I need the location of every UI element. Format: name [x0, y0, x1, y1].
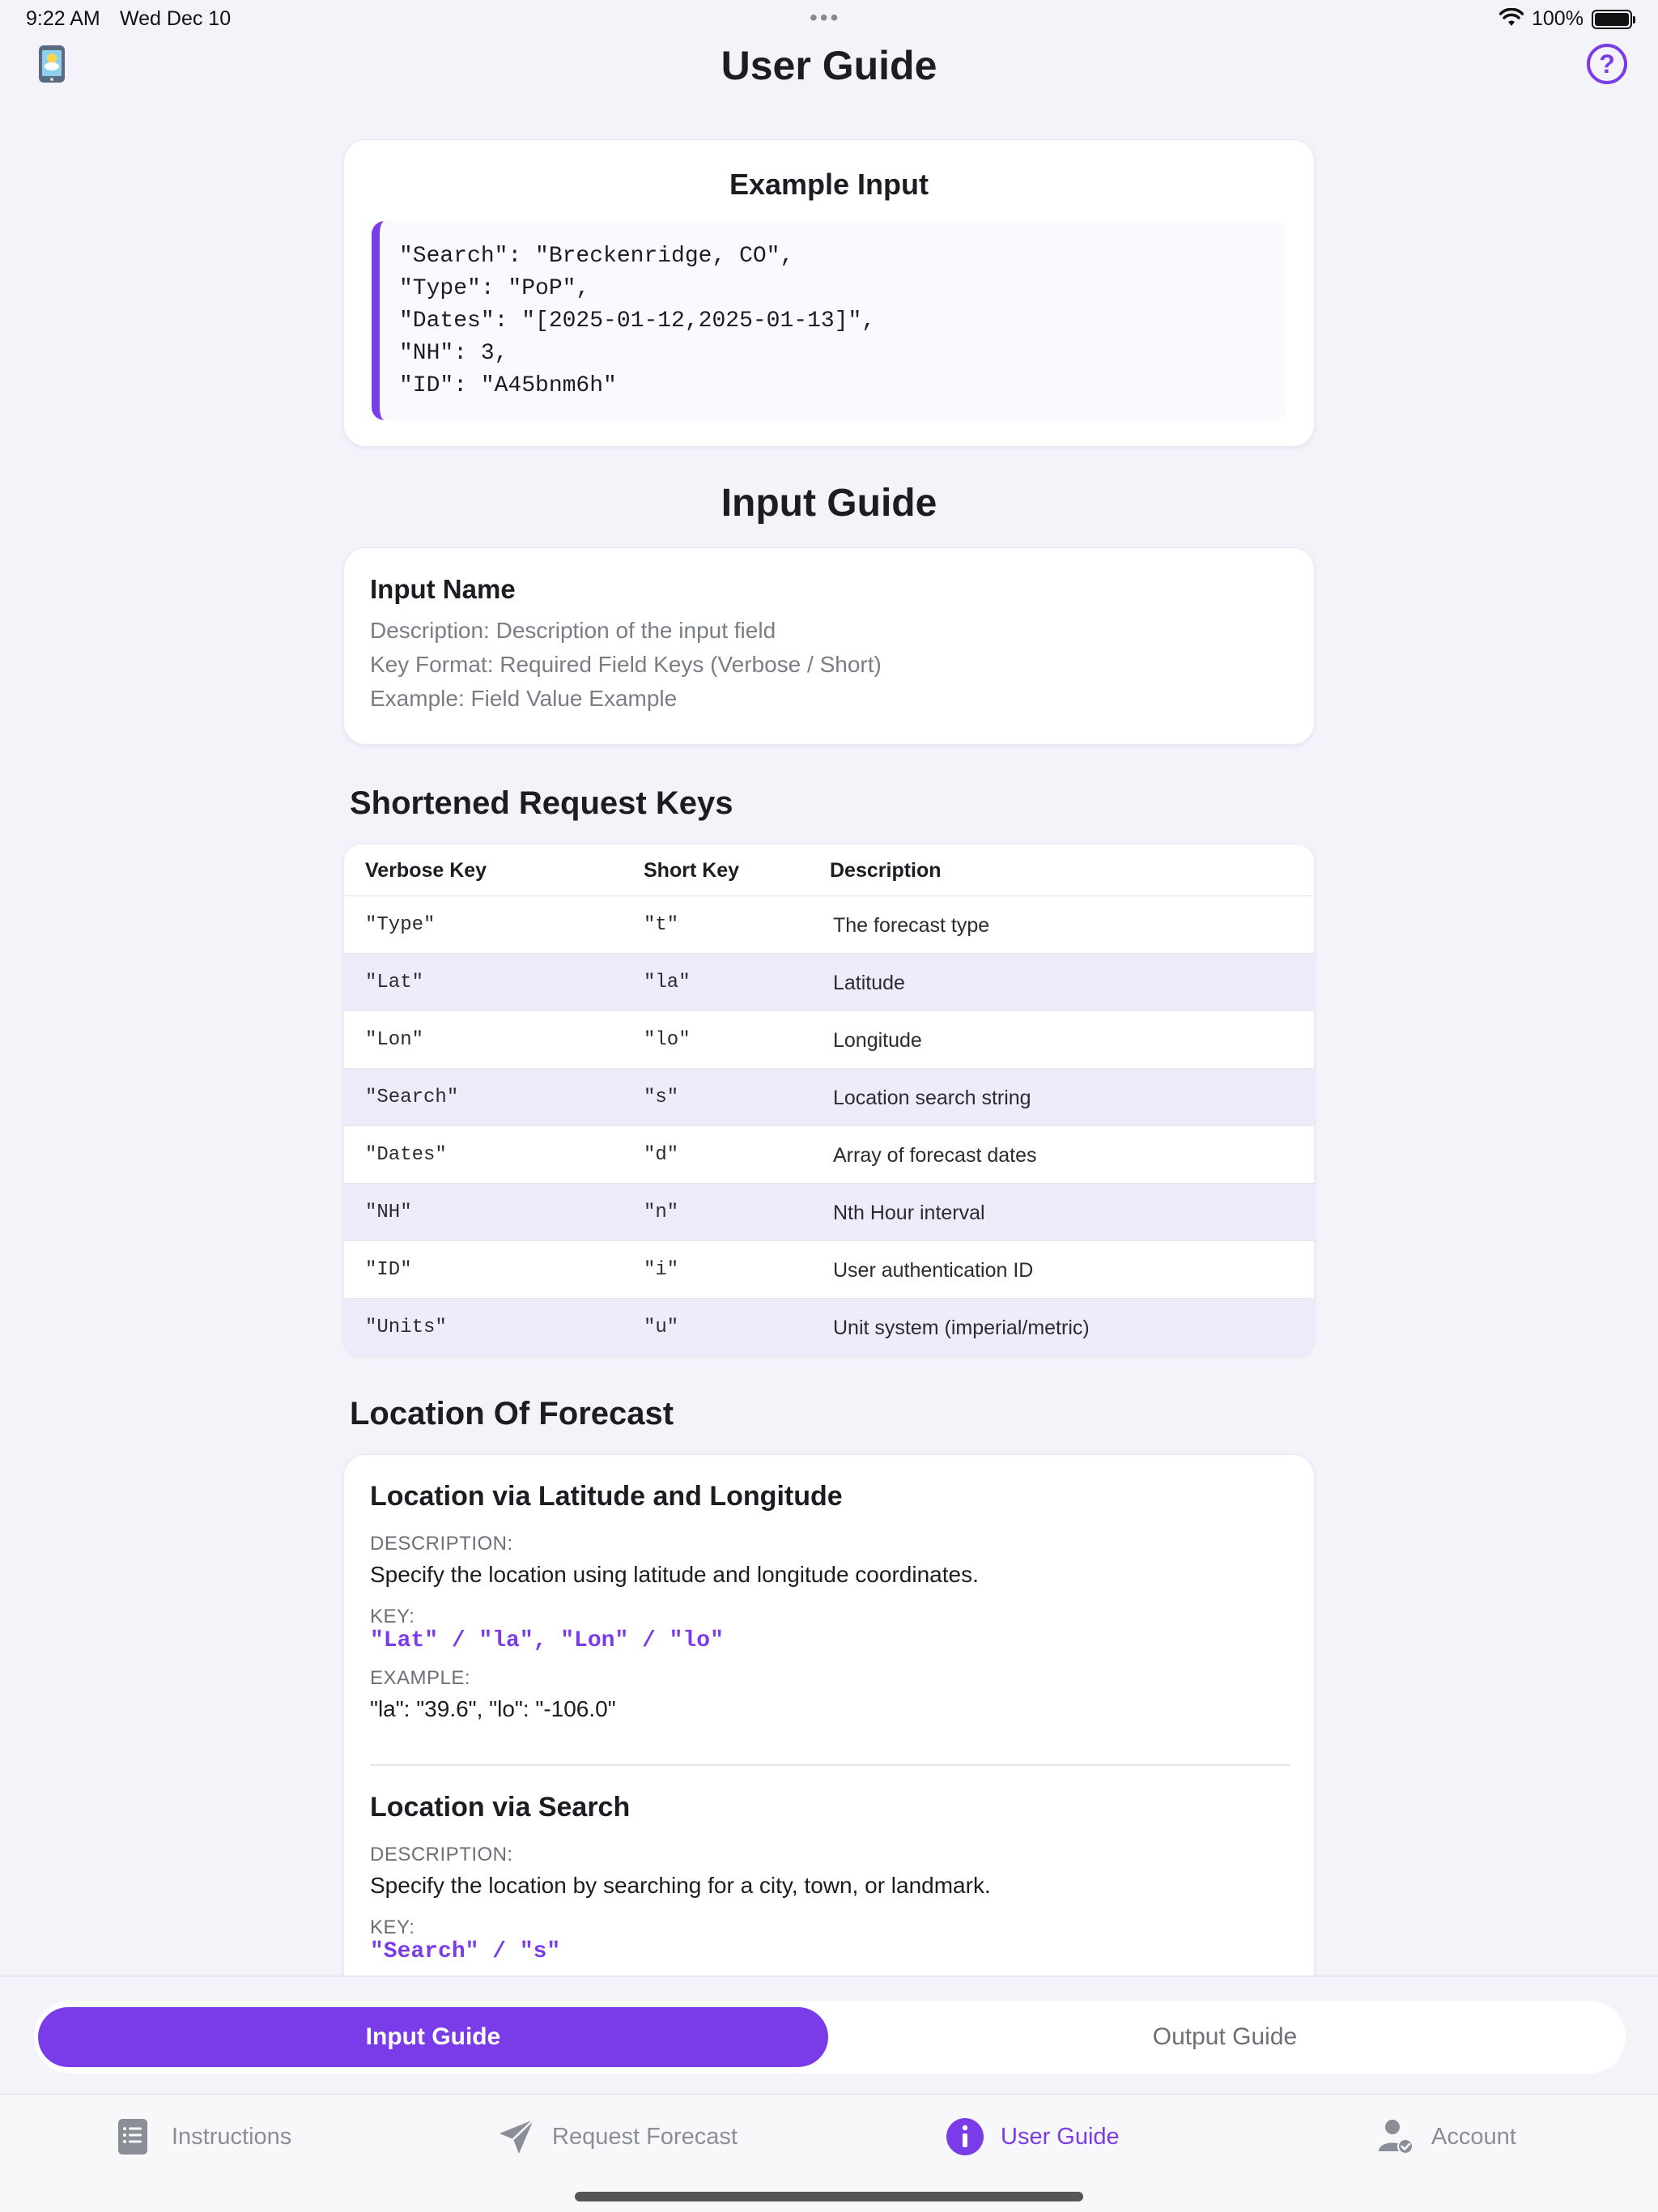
input-guide-heading: Input Guide [721, 482, 937, 525]
input-name-title: Input Name [370, 574, 516, 604]
location-example: "la": "39.6", "lo": "-106.0" [370, 1696, 616, 1721]
location-item-title: Location via Search [370, 1792, 631, 1823]
code-line: "Search": "Breckenridge, CO", [399, 244, 794, 269]
list-document-icon [117, 2117, 155, 2156]
table-row [344, 896, 1314, 954]
nav-bar [0, 39, 1658, 120]
key-description: Unit system (imperial/metric) [833, 1317, 1090, 1339]
short-key: "d" [644, 1144, 679, 1166]
guide-segmented-control [34, 2001, 1626, 2074]
tab-request-forecast[interactable] [497, 2112, 738, 2161]
input-name-card [343, 547, 1315, 745]
code-line: "NH": 3, [399, 341, 508, 366]
location-heading: Location Of Forecast [350, 1396, 674, 1431]
table-row [344, 954, 1314, 1011]
segment-input-guide[interactable]: Input Guide [38, 2007, 828, 2067]
page-title: User Guide [721, 43, 937, 88]
location-card [343, 1454, 1315, 2021]
verbose-key: "Units" [365, 1317, 447, 1338]
location-description: Specify the location using latitude and longitude coordinates. [370, 1562, 979, 1587]
segment-output-guide[interactable]: Output Guide [1152, 2023, 1298, 2050]
wifi-icon [1499, 8, 1524, 33]
tab-label: Account [1431, 2123, 1516, 2150]
short-key: "lo" [644, 1029, 691, 1051]
status-time: 9:22 AM [26, 7, 100, 30]
tab-account[interactable] [1376, 2112, 1516, 2161]
home-indicator[interactable] [575, 2192, 1083, 2201]
header-verbose-key: Verbose Key [365, 859, 487, 882]
description-label: DESCRIPTION: [370, 1844, 513, 1865]
header-short-key: Short Key [644, 859, 740, 882]
status-bar [0, 0, 1658, 39]
example-input-card [343, 139, 1315, 447]
short-key: "la" [644, 972, 691, 993]
input-description: Description: Description of the input field [370, 618, 776, 643]
key-description: Location search string [833, 1087, 1031, 1109]
verbose-key: "Type" [365, 914, 436, 936]
battery-icon [1592, 10, 1632, 29]
divider [370, 1764, 1290, 1766]
table-row [344, 1241, 1314, 1299]
header-description: Description [830, 859, 942, 882]
input-example: Example: Field Value Example [370, 686, 678, 711]
table-row [344, 1299, 1314, 1355]
tab-bar [0, 2094, 1658, 2212]
person-check-icon [1376, 2117, 1415, 2156]
table-row [344, 1069, 1314, 1126]
verbose-key: "ID" [365, 1259, 412, 1281]
verbose-key: "Lon" [365, 1029, 424, 1051]
question-circle-icon[interactable]: ? [1587, 44, 1627, 84]
paper-plane-icon [497, 2117, 536, 2156]
table-row [344, 1011, 1314, 1069]
key-description: The forecast type [833, 914, 990, 937]
tab-label: Instructions [172, 2123, 292, 2150]
tab-user-guide[interactable] [946, 2112, 1120, 2161]
verbose-key: "NH" [365, 1202, 412, 1223]
tab-label: User Guide [1001, 2123, 1120, 2150]
example-code-block [372, 221, 1286, 420]
tab-instructions[interactable] [117, 2112, 291, 2161]
short-key: "i" [644, 1259, 679, 1281]
table-row [344, 1184, 1314, 1241]
short-key: "t" [644, 914, 679, 936]
info-circle-icon [946, 2117, 984, 2156]
key-description: Latitude [833, 972, 905, 994]
example-input-title: Example Input [729, 168, 929, 201]
example-label: EXAMPLE: [370, 1667, 471, 1689]
key-description: Longitude [833, 1029, 922, 1052]
key-description: Nth Hour interval [833, 1202, 985, 1224]
verbose-key: "Search" [365, 1087, 459, 1108]
code-line: "Type": "PoP", [399, 276, 590, 301]
location-item-title: Location via Latitude and Longitude [370, 1481, 843, 1512]
location-key: "Lat" / "la", "Lon" / "lo" [370, 1628, 724, 1653]
table-row [344, 1126, 1314, 1184]
code-line: "ID": "A45bnm6h" [399, 373, 617, 398]
verbose-key: "Dates" [365, 1144, 447, 1166]
battery-percentage: 100% [1532, 7, 1584, 30]
code-line: "Dates": "[2025-01-12,2025-01-13]", [399, 308, 876, 334]
key-description: Array of forecast dates [833, 1144, 1037, 1167]
verbose-key: "Lat" [365, 972, 424, 993]
key-label: KEY: [370, 1916, 415, 1938]
request-keys-heading: Shortened Request Keys [350, 785, 733, 821]
location-key: "Search" / "s" [370, 1939, 561, 1964]
short-key: "n" [644, 1202, 679, 1223]
short-key: "s" [644, 1087, 679, 1108]
location-description: Specify the location by searching for a city, town, or landmark. [370, 1873, 991, 1898]
short-key: "u" [644, 1317, 679, 1338]
key-label: KEY: [370, 1606, 415, 1627]
tab-label: Request Forecast [552, 2123, 738, 2150]
status-date: Wed Dec 10 [120, 7, 232, 30]
description-label: DESCRIPTION: [370, 1533, 513, 1555]
request-keys-table [343, 844, 1315, 1355]
multitasking-dots-icon[interactable]: ••• [810, 5, 841, 30]
table-header [344, 844, 1314, 896]
key-description: User authentication ID [833, 1259, 1034, 1282]
input-key-format: Key Format: Required Field Keys (Verbose / Short) [370, 652, 882, 677]
